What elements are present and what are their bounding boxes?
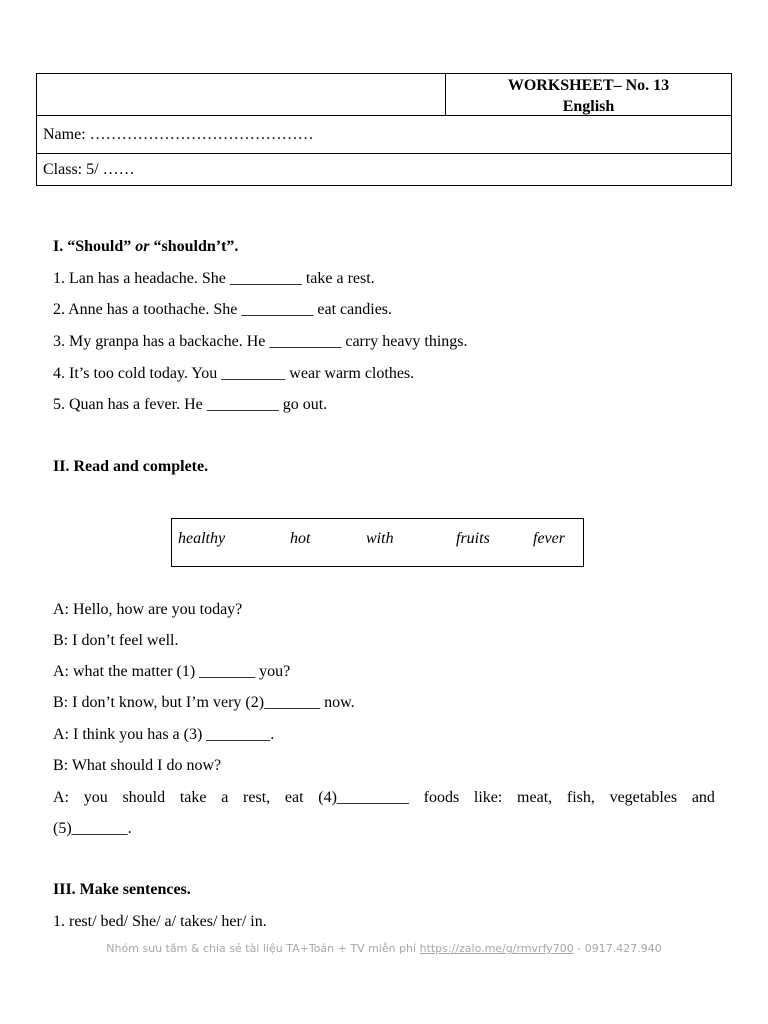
- dialogue-word: fish,: [566, 789, 595, 806]
- dialogue-word: like:: [473, 789, 503, 806]
- dialogue-word: A:: [53, 789, 69, 806]
- word-bank-word: with: [366, 530, 394, 547]
- dialogue-line-3: A: what the matter (1) _______ you?: [53, 663, 291, 680]
- name-field[interactable]: Name: ……………………………………: [43, 126, 314, 143]
- section1-item-4: 4. It’s too cold today. You ________ wear warm clothes.: [53, 365, 415, 382]
- footer-link[interactable]: https://zalo.me/g/rmvrfy700: [419, 942, 574, 955]
- dialogue-word: you: [83, 789, 108, 806]
- dialogue-line-8: (5)_______.: [53, 820, 132, 837]
- dialogue-word: should: [122, 789, 166, 806]
- dialogue-line-5: A: I think you has a (3) ________.: [53, 726, 275, 743]
- section2-heading: II. Read and complete.: [53, 458, 209, 475]
- page-footer: [0, 942, 768, 955]
- class-row: [37, 154, 731, 185]
- dialogue-word: and: [691, 789, 715, 806]
- section1-item-1: 1. Lan has a headache. She _________ take a rest.: [53, 270, 375, 287]
- worksheet-title: WORKSHEET– No. 13: [507, 77, 670, 94]
- dialogue-line-4: B: I don’t know, but I’m very (2)_______ now.: [53, 694, 355, 711]
- section3-heading: III. Make sentences.: [53, 881, 191, 898]
- footer-phone: - 0917.427.940: [573, 942, 662, 955]
- dialogue-line-6: B: What should I do now?: [53, 757, 222, 774]
- word-bank-word: fever: [533, 530, 565, 547]
- word-bank-word: healthy: [178, 530, 226, 547]
- class-field[interactable]: Class: 5/ ……: [43, 161, 135, 178]
- dialogue-word: meat,: [517, 789, 553, 806]
- dialogue-word: a: [221, 789, 229, 806]
- word-bank-word: hot: [290, 530, 311, 547]
- section1-item-3: 3. My granpa has a backache. He _________ carry heavy things.: [53, 333, 468, 350]
- word-bank-word: fruits: [456, 530, 490, 547]
- dialogue-line-7: [53, 789, 715, 807]
- section1-heading-or: or: [135, 238, 150, 255]
- section1-heading-pre: I. “Should”: [53, 238, 136, 255]
- worksheet-header-table: [36, 73, 732, 186]
- dialogue-line-2: B: I don’t feel well.: [53, 632, 179, 649]
- name-row: [37, 116, 731, 154]
- footer-text: Nhóm sưu tầm & chia sẻ tài liệu TA+Toán + TV miễn phí: [106, 942, 420, 955]
- dialogue-word: (4)_________: [318, 789, 409, 806]
- worksheet-title-cell: [446, 74, 731, 115]
- dialogue-word: take: [179, 789, 207, 806]
- worksheet-subject: English: [562, 98, 615, 115]
- dialogue-word: vegetables: [609, 789, 678, 806]
- section1-item-2: 2. Anne has a toothache. She _________ eat candies.: [53, 301, 393, 318]
- section3-item-1: 1. rest/ bed/ She/ a/ takes/ her/ in.: [53, 913, 267, 930]
- section1-heading: [53, 238, 238, 256]
- section1-heading-post: “shouldn’t”.: [149, 238, 239, 255]
- header-blank-cell: [37, 74, 446, 115]
- section1-item-5: 5. Quan has a fever. He _________ go out.: [53, 396, 328, 413]
- dialogue-word: rest,: [243, 789, 271, 806]
- dialogue-word: eat: [284, 789, 304, 806]
- header-title-row: [37, 74, 731, 116]
- dialogue-line-1: A: Hello, how are you today?: [53, 601, 243, 618]
- dialogue-word: foods: [423, 789, 460, 806]
- word-bank-box: [171, 518, 584, 567]
